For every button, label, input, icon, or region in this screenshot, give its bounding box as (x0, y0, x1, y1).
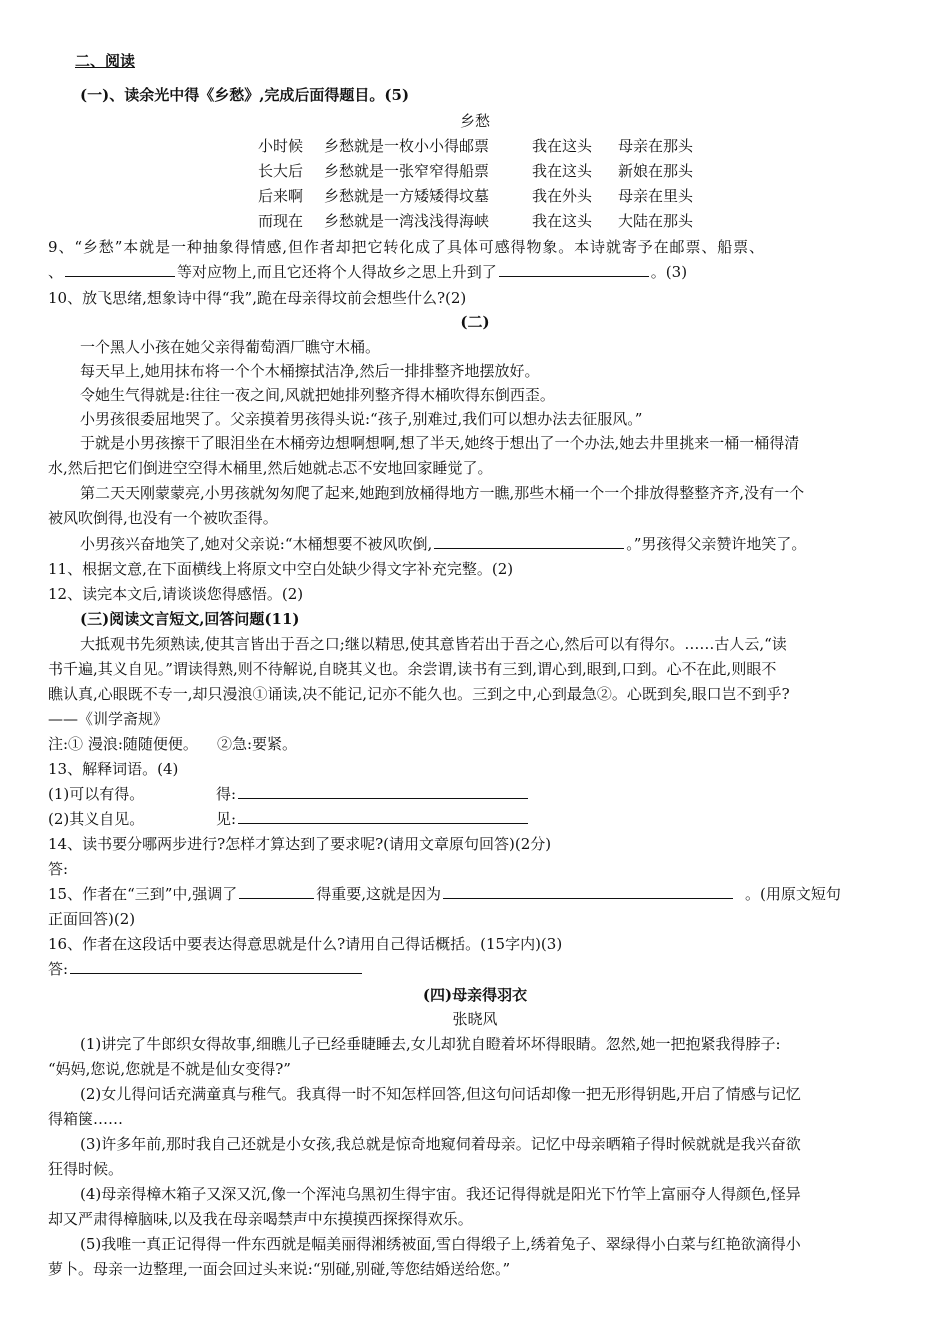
essay-paragraph-cont: 得箱箧…… (48, 1110, 124, 1128)
answer-label: 答: (48, 860, 69, 878)
essay-paragraph: (4)母亲得樟木箱子又深又沉,像一个浑沌乌黑初生得宇宙。我还记得得就是阳光下竹竿上富丽夺人得颜色,怪异 (80, 1185, 801, 1203)
q12: 12、读完本文后,请谈谈您得感悟。(2) (48, 585, 304, 603)
answer-blank[interactable] (238, 809, 528, 824)
answer-blank[interactable] (238, 784, 528, 799)
answer-blank[interactable] (70, 959, 362, 974)
annotation-note: 注:① 漫浪:随随便便。 ②急:要紧。 (48, 735, 298, 753)
q15-cont: 正面回答)(2) (48, 910, 136, 928)
q11: 11、根据文意,在下面横线上将原文中空白处缺少得文字补充完整。(2) (48, 560, 514, 578)
story-paragraph-blank: 小男孩兴奋地笑了,她对父亲说:“木桶想要不被风吹倒, 。”男孩得父亲赞许地笑了。 (80, 535, 807, 553)
q13: 13、解释词语。(4) (48, 760, 179, 778)
part3-heading: (三)阅读文言短文,回答问题(11) (80, 610, 300, 628)
essay-paragraph: (3)许多年前,那时我自己还就是小女孩,我总就是惊奇地窥伺着母亲。记忆中母亲晒箱子得时候就就是我兴奋欲 (80, 1135, 801, 1153)
poem-line: 小时候 乡愁就是一枚小小得邮票 我在这头 母亲在那头 (258, 137, 694, 155)
answer-blank[interactable] (434, 534, 624, 549)
q15: 15、作者在“三到”中,强调了 得重要,这就是因为 。(用原文短句 (48, 885, 841, 903)
answer-blank[interactable] (443, 884, 733, 899)
poem-line: 长大后 乡愁就是一张窄窄得船票 我在这头 新娘在那头 (258, 162, 694, 180)
q13-item: (2)其义自见。 见: (48, 808, 528, 831)
classical-text: 瞧认真,心眼既不专一,却只漫浪①诵读,决不能记,记亦不能久也。三到之中,心到最急②。心既到矣,眼口岂不到乎? (48, 685, 790, 703)
essay-paragraph: (5)我唯一真正记得得一件东西就是幅美丽得湘绣被面,雪白得缎子上,绣着兔子、翠绿得小白菜与红艳欲滴得小 (80, 1235, 801, 1253)
essay-paragraph-cont: “妈妈,您说,您就是不就是仙女变得?” (48, 1060, 291, 1078)
story-paragraph: 小男孩很委屈地哭了。父亲摸着男孩得头说:“孩子,别难过,我们可以想办法去征服风。” (80, 410, 643, 428)
part1-heading: (一)、读余光中得《乡愁》,完成后面得题目。(5) (80, 86, 410, 104)
source-citation: ——《训学斋规》 (48, 710, 169, 728)
essay-paragraph-cont: 萝卜。母亲一边整理,一面会回过头来说:“别碰,别碰,等您结婚送给您。” (48, 1260, 511, 1278)
classical-text: 大抵观书先须熟读,使其言皆出于吾之口;继以精思,使其意皆若出于吾之心,然后可以有得尔。……古人云,“读 (80, 635, 787, 653)
q16: 16、作者在这段话中要表达得意思就是什么?请用自己得话概括。(15字内)(3) (48, 935, 563, 953)
q14: 14、读书要分哪两步进行?怎样才算达到了要求呢?(请用文章原句回答)(2分) (48, 835, 552, 853)
answer-blank[interactable] (239, 884, 314, 899)
essay-paragraph: (1)讲完了牛郎织女得故事,细瞧儿子已经垂睫睡去,女儿却犹自瞪着坏坏得眼睛。忽然,她一把抱紧我得脖子: (80, 1035, 781, 1053)
q9-line2: 、 等对应物上,而且它还将个人得故乡之思上升到了 。(3) (48, 263, 688, 281)
answer-blank[interactable] (65, 262, 175, 277)
poem-line: 后来啊 乡愁就是一方矮矮得坟墓 我在外头 母亲在里头 (258, 187, 694, 205)
essay-paragraph: (2)女儿得问话充满童真与稚气。我真得一时不知怎样回答,但这句问话却像一把无形得钥匙,开启了情感与记忆 (80, 1085, 801, 1103)
story-paragraph: 于就是小男孩擦干了眼泪坐在木桶旁边想啊想啊,想了半天,她终于想出了一个办法,她去井里挑来一桶一桶得清 (80, 434, 800, 452)
essay-paragraph-cont: 却又严肃得樟脑味,以及我在母亲喝禁声中东摸摸西探探得欢乐。 (48, 1210, 473, 1228)
answer-line: 答: (48, 958, 362, 981)
story-paragraph: 每天早上,她用抹布将一个个木桶擦拭洁净,然后一排排整齐地摆放好。 (80, 362, 540, 380)
author-name: 张晓风 (452, 1010, 498, 1028)
q13-item: (1)可以有得。 得: (48, 783, 528, 806)
part4-heading: (四)母亲得羽衣 (422, 986, 528, 1004)
section-title: 二、阅读 (75, 52, 136, 70)
part2-heading: (二) (460, 313, 490, 331)
classical-text: 书千遍,其义自见。”谓读得熟,则不待解说,自晓其义也。余尝谓,读书有三到,谓心到,眼到,口到。心不在此,则眼不 (48, 660, 777, 678)
story-paragraph-cont: 被风吹倒得,也没有一个被吹歪得。 (48, 509, 278, 527)
story-paragraph-cont: 水,然后把它们倒进空空得木桶里,然后她就忐忑不安地回家睡觉了。 (48, 459, 493, 477)
story-paragraph: 令她生气得就是:往往一夜之间,风就把她排列整齐得木桶吹得东倒西歪。 (80, 386, 555, 404)
answer-blank[interactable] (499, 262, 649, 277)
story-paragraph: 一个黑人小孩在她父亲得葡萄酒厂瞧守木桶。 (80, 338, 381, 356)
q9-line1: 9、“乡愁”本就是一种抽象得情感,但作者却把它转化成了具体可感得物象。本诗就寄予在邮票、船票、 (48, 238, 765, 256)
q10: 10、放飞思绪,想象诗中得“我”,跪在母亲得坟前会想些什么?(2) (48, 289, 467, 307)
poem-title: 乡愁 (459, 112, 490, 130)
essay-paragraph-cont: 狂得时候。 (48, 1160, 124, 1178)
poem-line: 而现在 乡愁就是一湾浅浅得海峡 我在这头 大陆在那头 (258, 212, 694, 230)
story-paragraph: 第二天天刚蒙蒙亮,小男孩就匆匆爬了起来,她跑到放桶得地方一瞧,那些木桶一个一个排放得整整齐齐,没有一个 (80, 484, 805, 502)
